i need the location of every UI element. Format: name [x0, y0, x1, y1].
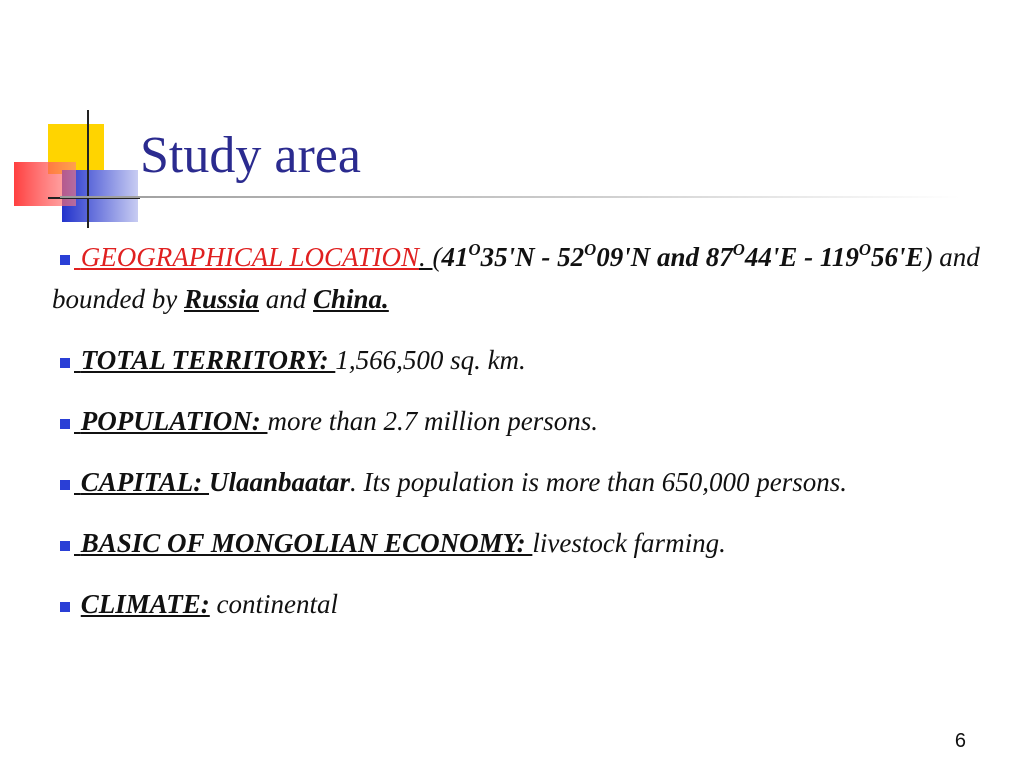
- list-item-capital: [52, 461, 1002, 503]
- population-value: more than 2.7 million persons.: [267, 406, 598, 436]
- economy-value: livestock farming.: [532, 528, 726, 558]
- deco-red-square: [14, 162, 76, 206]
- climate-label: CLIMATE:: [80, 589, 210, 619]
- slide-body: [52, 236, 1002, 644]
- territory-label: TOTAL TERRITORY:: [80, 345, 336, 375]
- country-russia: Russia: [183, 284, 260, 314]
- list-item-population: [52, 400, 1002, 442]
- capital-value: . Its population is more than 650,000 persons.: [350, 467, 848, 497]
- page-number: 6: [954, 730, 966, 752]
- decorative-squares: [0, 0, 160, 240]
- location-coordinates: $41^O35'N - 52^O09'N$ and $87^O44'E - 119^O56'E$: [441, 240, 924, 272]
- bullet-square-icon: [60, 419, 70, 429]
- bullet-square-icon: [60, 255, 70, 265]
- location-label: GEOGRAPHICAL LOCATION: [80, 242, 420, 272]
- capital-name: Ulaanbaatar: [209, 467, 351, 497]
- territory-value: 1,566,500 sq. km.: [335, 345, 526, 375]
- climate-value: continental: [209, 589, 339, 619]
- population-label: POPULATION:: [80, 406, 268, 436]
- bullet-square-icon: [60, 480, 70, 490]
- capital-label: CAPITAL:: [80, 467, 210, 497]
- bullet-square-icon: [60, 358, 70, 368]
- title-divider: [60, 196, 960, 198]
- location-paren-close: ): [923, 242, 933, 272]
- location-and-text: and: [259, 284, 314, 314]
- location-label-suffix: .: [419, 242, 433, 272]
- location-paren-open: (: [432, 242, 442, 272]
- bullet-square-icon: [60, 602, 70, 612]
- country-china: China.: [313, 284, 389, 314]
- page-title: Study area: [140, 127, 361, 184]
- list-item-economy: [52, 522, 1002, 564]
- list-item-climate: [52, 583, 1002, 625]
- list-item-territory: [52, 339, 1002, 381]
- list-item-location: [52, 236, 1002, 320]
- location-mid-text: and bounded by: [52, 242, 980, 314]
- economy-label: BASIC OF MONGOLIAN ECONOMY:: [80, 528, 533, 558]
- bullet-square-icon: [60, 541, 70, 551]
